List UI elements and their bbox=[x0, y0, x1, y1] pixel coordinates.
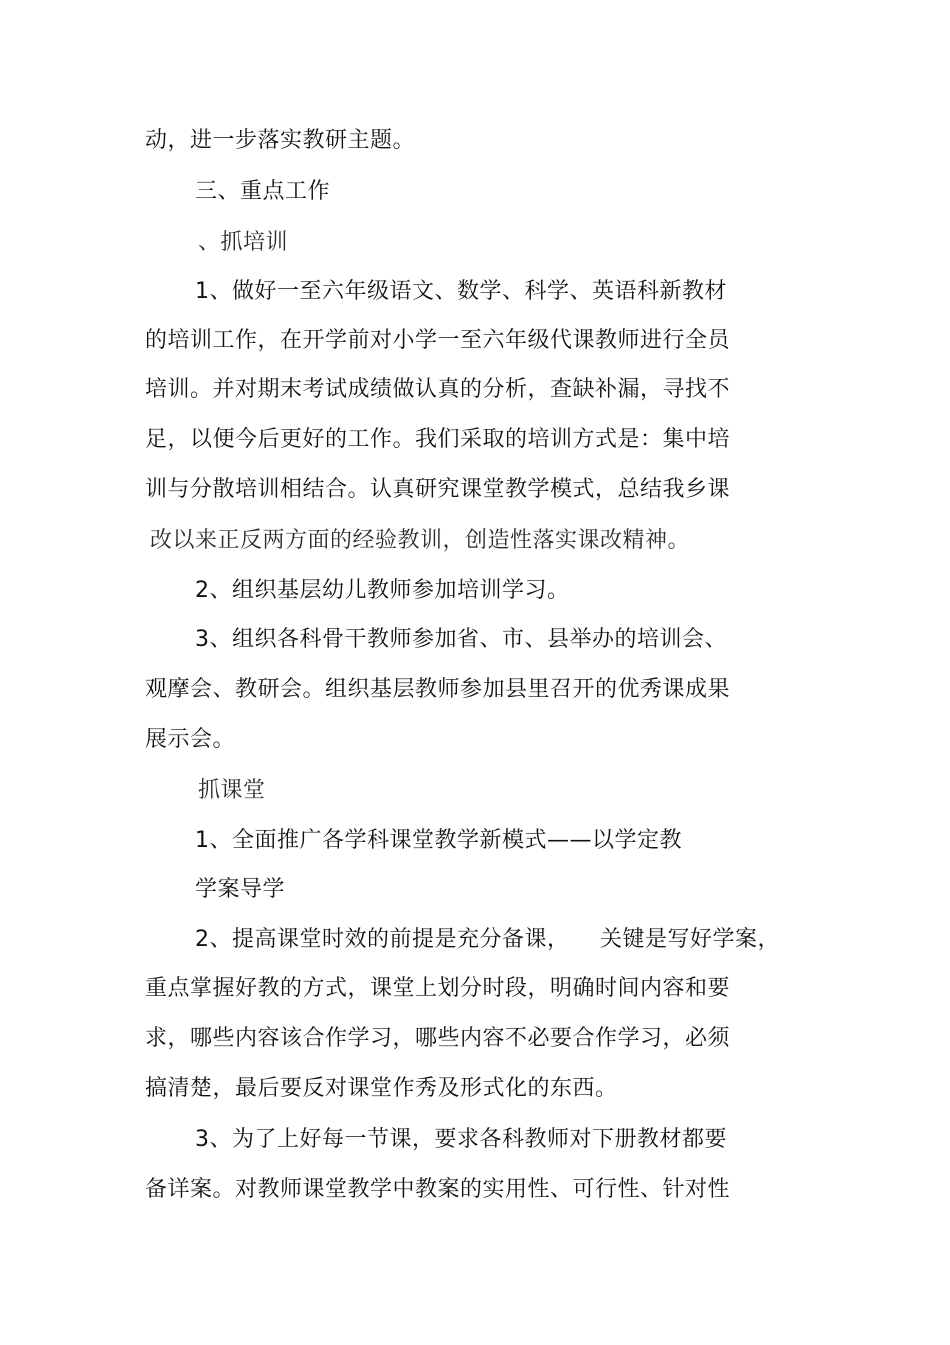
paragraph-line: 展示会。 bbox=[145, 727, 236, 752]
paragraph-line: 3、为了上好每一节课，要求各科教师对下册教材都要 bbox=[195, 1127, 727, 1152]
paragraph-line: 求，哪些内容该合作学习，哪些内容不必要合作学习，必须 bbox=[145, 1026, 731, 1051]
paragraph-line: 的培训工作，在开学前对小学一至六年级代课教师进行全员 bbox=[145, 328, 731, 353]
subsection-heading: 抓课堂 bbox=[198, 778, 266, 803]
subsection-heading: 、抓培训 bbox=[198, 230, 289, 255]
paragraph-line: 1、全面推广各学科课堂教学新模式——以学定教 bbox=[195, 828, 682, 853]
paragraph-line: 3、组织各科骨干教师参加省、市、县举办的培训会、 bbox=[195, 627, 727, 652]
paragraph-line: 动，进一步落实教研主题。 bbox=[145, 128, 416, 153]
paragraph-line: 关键是写好学案， bbox=[600, 927, 781, 952]
paragraph-line: 观摩会、教研会。组织基层教师参加县里召开的优秀课成果 bbox=[145, 677, 731, 702]
paragraph-line: 改以来正反两方面的经验教训，创造性落实课改精神。 bbox=[150, 528, 691, 553]
section-heading: 三、重点工作 bbox=[195, 179, 331, 204]
paragraph-line: 2、提高课堂时效的前提是充分备课， bbox=[195, 927, 570, 952]
paragraph-line: 足，以便今后更好的工作。我们采取的培训方式是：集中培 bbox=[145, 427, 731, 452]
paragraph-line: 1、做好一至六年级语文、数学、科学、英语科新教材 bbox=[195, 279, 727, 304]
paragraph-line: 备详案。对教师课堂教学中教案的实用性、可行性、针对性 bbox=[145, 1177, 731, 1202]
paragraph-line: 训与分散培训相结合。认真研究课堂教学模式，总结我乡课 bbox=[145, 477, 731, 502]
paragraph-line: 培训。并对期末考试成绩做认真的分析，查缺补漏，寻找不 bbox=[145, 377, 731, 402]
paragraph-line: 2、组织基层幼儿教师参加培训学习。 bbox=[195, 578, 570, 603]
paragraph-line: 学案导学 bbox=[195, 877, 286, 902]
paragraph-line: 重点掌握好教的方式，课堂上划分时段，明确时间内容和要 bbox=[145, 976, 731, 1001]
paragraph-line: 搞清楚，最后要反对课堂作秀及形式化的东西。 bbox=[145, 1076, 618, 1101]
